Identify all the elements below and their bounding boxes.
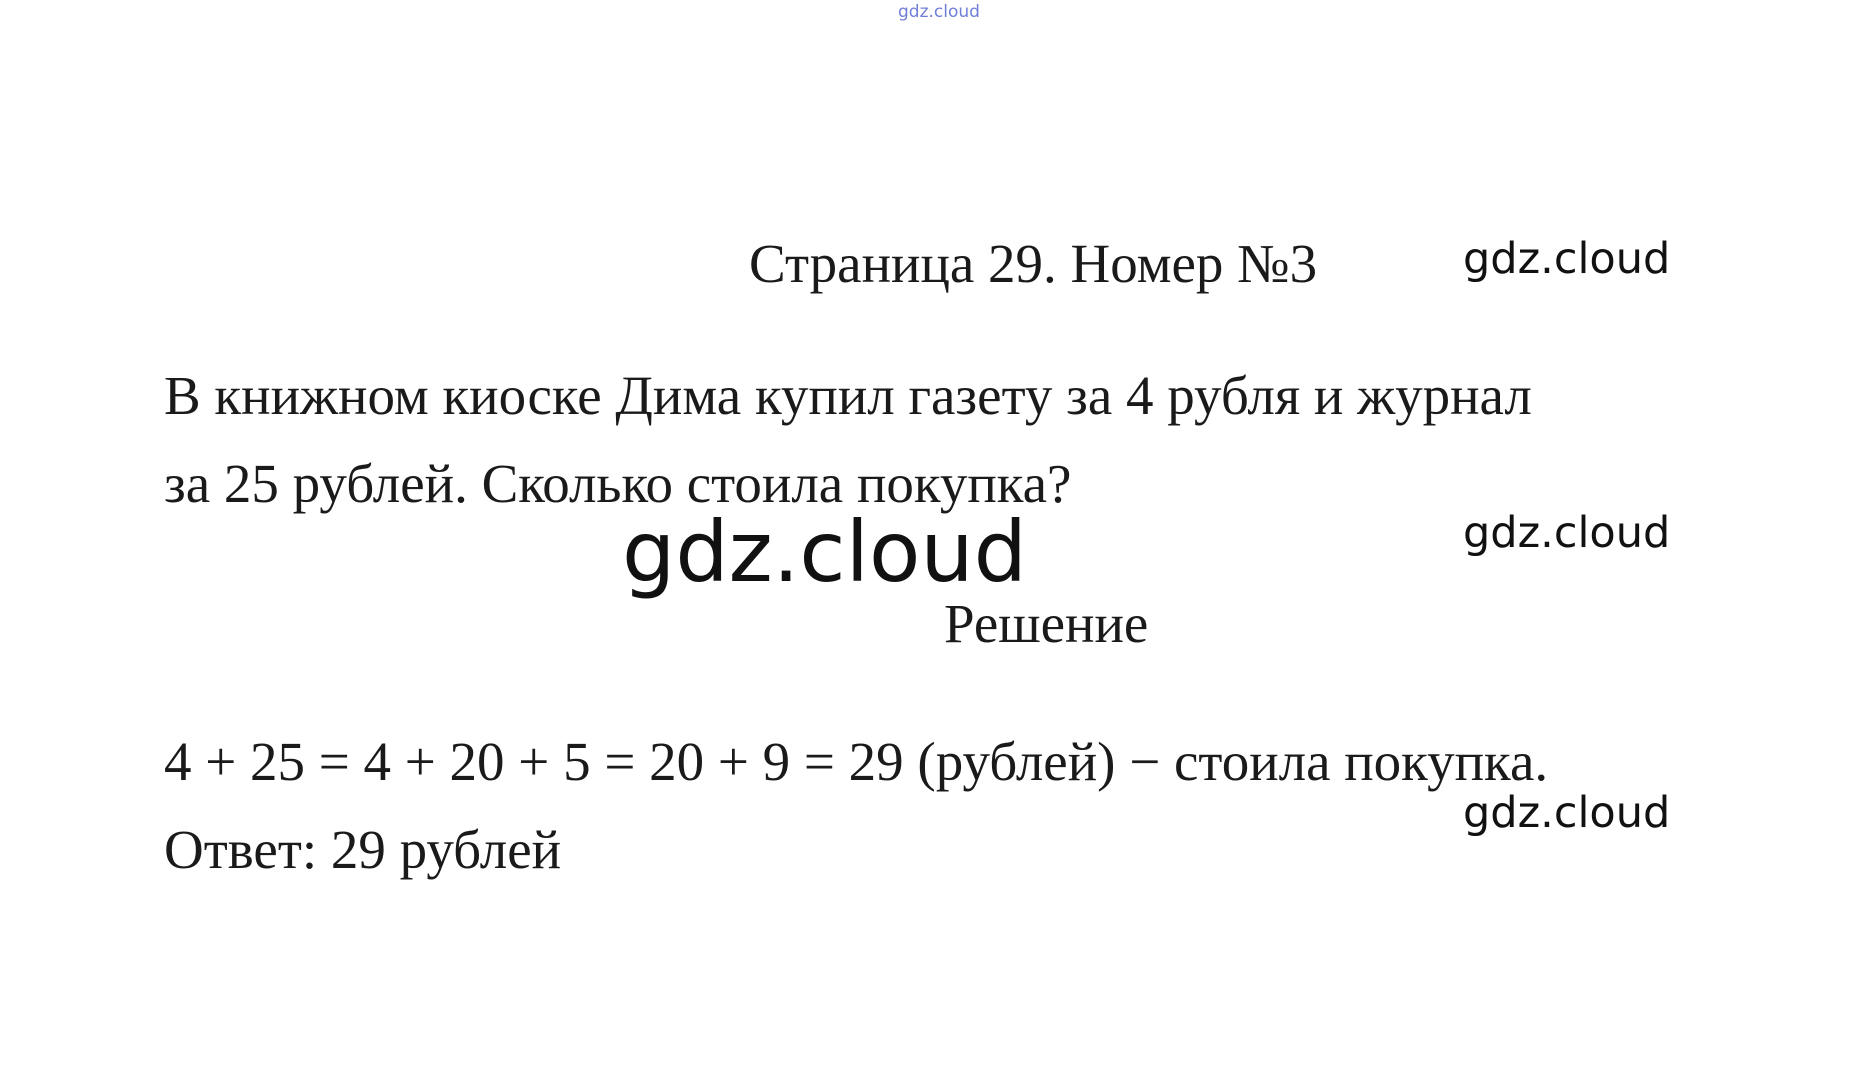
problem-text-line-1: В книжном киоске Дима купил газету за 4 рубля и журнал bbox=[164, 365, 1532, 426]
solution-equation: 4 + 25 = 4 + 20 + 5 = 20 + 9 = 29 (рублей) − стоила покупка. bbox=[164, 731, 1549, 792]
watermark-center-large: gdz.cloud bbox=[622, 503, 1027, 601]
watermark-right-middle: gdz.cloud bbox=[1463, 508, 1671, 558]
page-title: Страница 29. Номер №3 bbox=[749, 233, 1318, 294]
watermark-right-top: gdz.cloud bbox=[1463, 234, 1671, 284]
top-watermark: gdz.cloud bbox=[898, 2, 980, 22]
watermark-right-bottom: gdz.cloud bbox=[1463, 788, 1671, 838]
solution-answer: Ответ: 29 рублей bbox=[164, 819, 562, 880]
solution-heading: Решение bbox=[944, 593, 1149, 654]
problem-text-line-2: за 25 рублей. Сколько стоила покупка? bbox=[164, 453, 1072, 514]
